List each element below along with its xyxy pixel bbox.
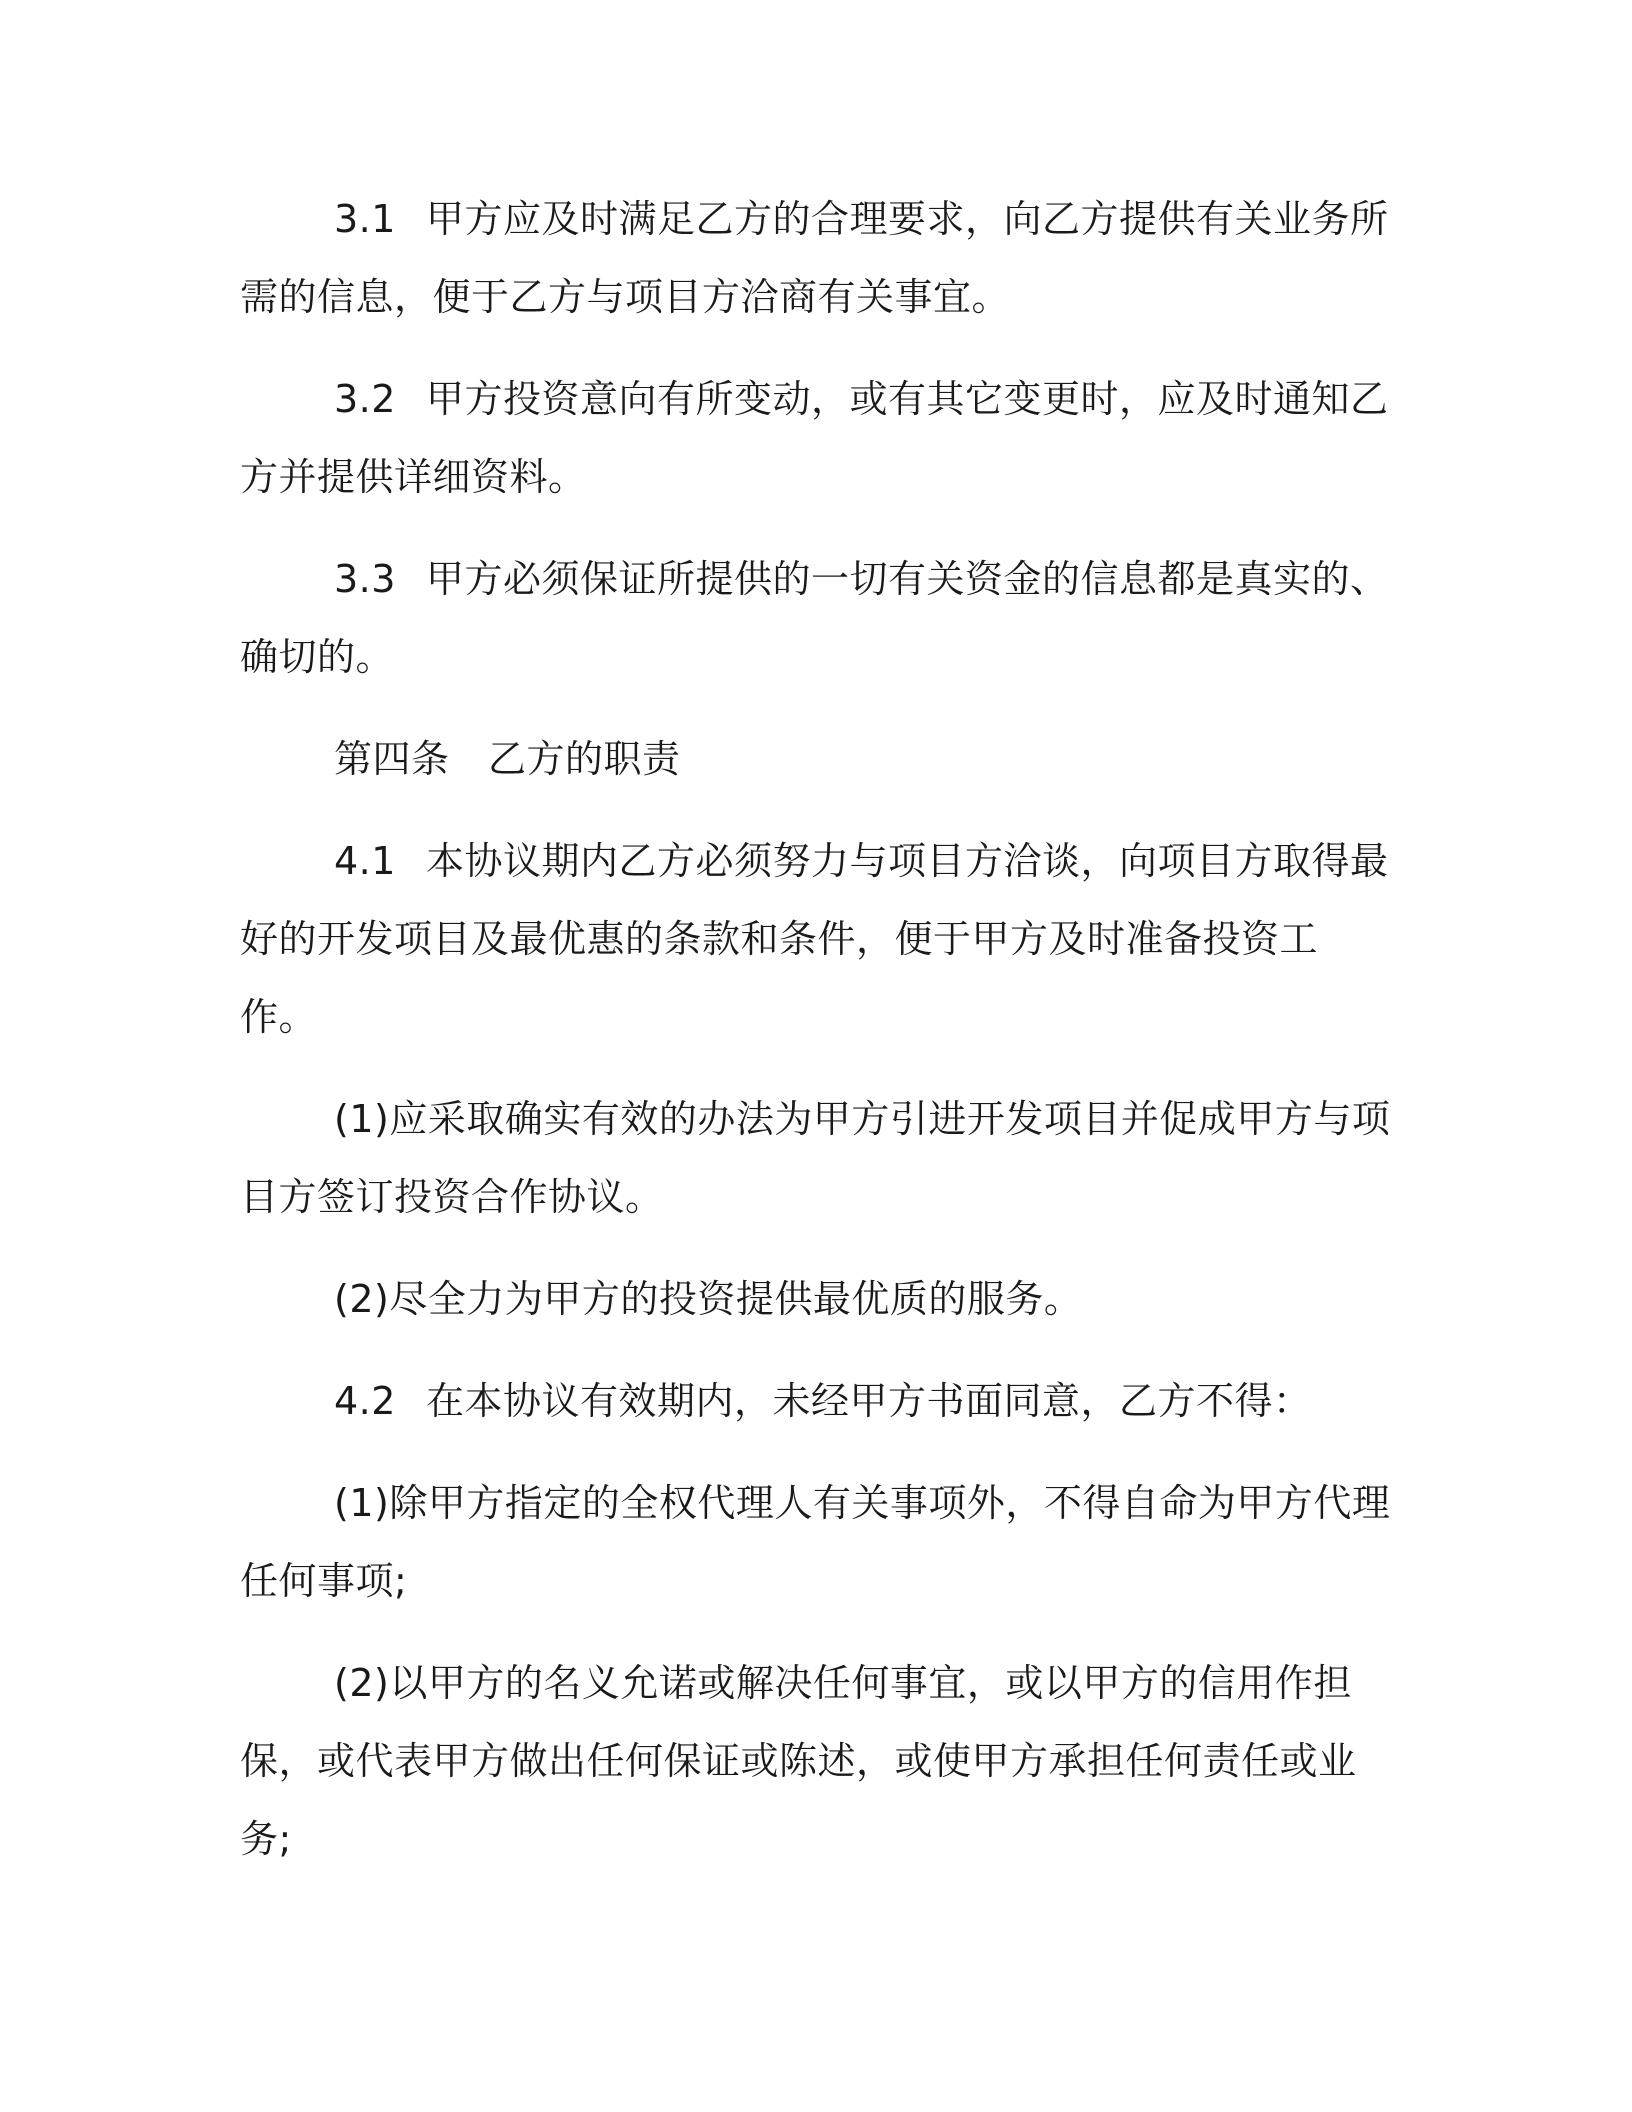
section-heading-article-4 [240, 720, 1392, 798]
paragraph-text: (1)除甲方指定的全权代理人有关事项外，不得自命为甲方代理任何事项; [240, 1481, 1391, 1603]
paragraph-3-1 [240, 180, 1392, 336]
paragraph-text: (2)尽全力为甲方的投资提供最优质的服务。 [334, 1277, 1083, 1321]
clause-number: 3.1 [334, 197, 396, 241]
paragraph-text: 甲方应及时满足乙方的合理要求，向乙方提供有关业务所需的信息，便于乙方与项目方洽商有关事宜。 [240, 197, 1389, 319]
paragraph-text: (1)应采取确实有效的办法为甲方引进开发项目并促成甲方与项目方签订投资合作协议。 [240, 1097, 1391, 1219]
paragraph-text: 本协议期内乙方必须努力与项目方洽谈，向项目方取得最好的开发项目及最优惠的条款和条件，便于甲方及时准备投资工作。 [240, 839, 1389, 1039]
paragraph-text: 在本协议有效期内，未经甲方书面同意，乙方不得： [426, 1379, 1312, 1423]
paragraph-text: (2)以甲方的名义允诺或解决任何事宜，或以甲方的信用作担保，或代表甲方做出任何保证或陈述，或使甲方承担任何责任或业务; [240, 1661, 1357, 1861]
paragraph-4-2 [240, 1362, 1392, 1440]
clause-number: 3.2 [334, 377, 396, 421]
section-heading-text: 第四条 乙方的职责 [334, 737, 681, 781]
paragraph-4-1-item-2 [240, 1260, 1392, 1338]
paragraph-3-3 [240, 540, 1392, 696]
paragraph-text: 甲方投资意向有所变动，或有其它变更时，应及时通知乙方并提供详细资料。 [240, 377, 1389, 499]
paragraph-4-2-item-1 [240, 1464, 1392, 1620]
paragraph-4-1-item-1 [240, 1080, 1392, 1236]
clause-number: 4.1 [334, 839, 396, 883]
clause-number: 3.3 [334, 557, 396, 601]
paragraph-text: 甲方必须保证所提供的一切有关资金的信息都是真实的、确切的。 [240, 557, 1389, 679]
clause-number: 4.2 [334, 1379, 396, 1423]
document-body [240, 180, 1392, 1902]
paragraph-4-2-item-2 [240, 1644, 1392, 1878]
paragraph-4-1 [240, 822, 1392, 1056]
paragraph-3-2 [240, 360, 1392, 516]
